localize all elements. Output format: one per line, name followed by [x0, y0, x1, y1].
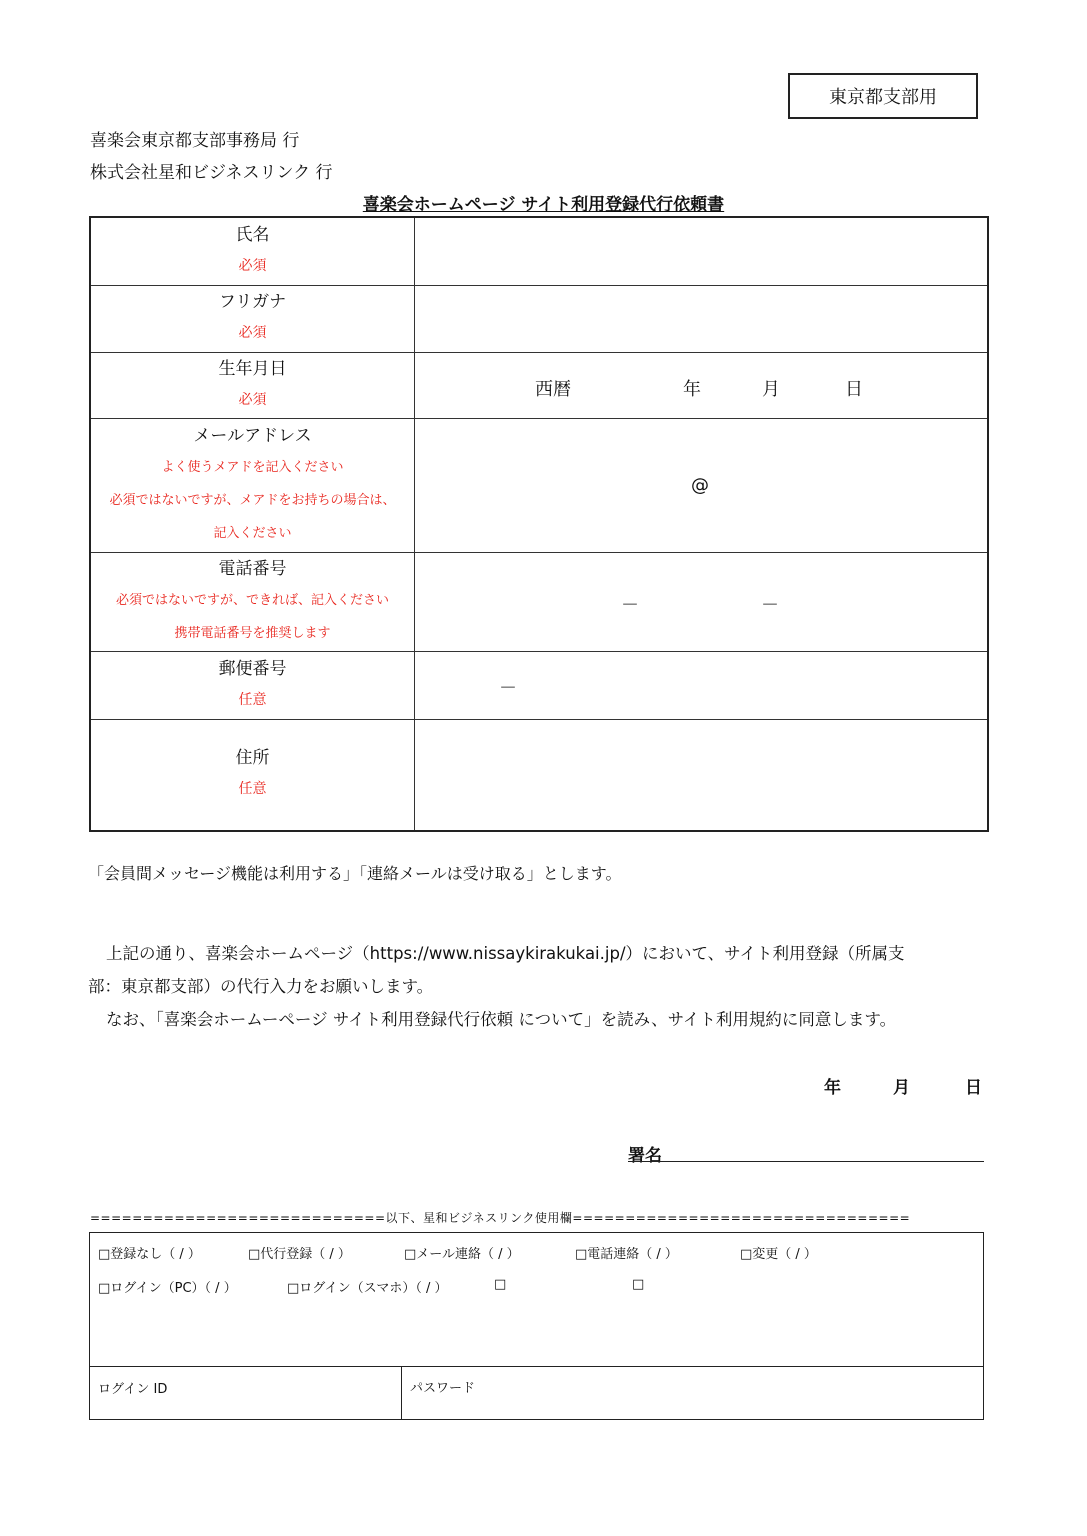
date-day-label: 日	[965, 1078, 982, 1098]
name-label-cell	[90, 217, 415, 285]
phone-dash-1: －	[621, 594, 639, 616]
postal-dash: －	[499, 677, 517, 699]
request-paragraph-2: 部：東京都支部）の代行入力をお願いします。	[88, 977, 434, 996]
birthdate-label: 生年月日	[218, 358, 287, 379]
birthdate-label-cell	[90, 352, 415, 418]
email-field[interactable]	[415, 418, 989, 552]
furigana-required-note: 必須	[238, 325, 267, 341]
phone-note-2: 携帯電話番号を推奨します	[174, 625, 331, 641]
row-furigana	[90, 285, 988, 352]
office-credentials-vertical-divider	[401, 1366, 402, 1420]
request-paragraph-1: 上記の通り、喜楽会ホームページ（https://www.nissaykirakukai.jp/）において、サイト利用登録（所属支	[106, 944, 905, 963]
row-email	[90, 418, 988, 552]
email-note-3: 記入ください	[213, 525, 292, 541]
postal-label: 郵便番号	[218, 658, 287, 679]
password-label: パスワード	[410, 1381, 476, 1396]
checkbox-login-smartphone[interactable]: □ログイン（スマホ）（ / ）	[287, 1281, 448, 1296]
address-label-cell	[90, 719, 415, 831]
login-id-label: ログイン ID	[98, 1382, 168, 1397]
addressee-line-1: 喜楽会東京都支部事務局 行	[90, 131, 300, 151]
phone-label-cell	[90, 552, 415, 651]
checkbox-blank-2[interactable]: □	[632, 1277, 645, 1292]
checkbox-no-registration[interactable]: □登録なし（ / ）	[98, 1247, 201, 1262]
name-field[interactable]	[415, 217, 989, 285]
email-label-cell	[90, 418, 415, 552]
email-note-1: よく使うメアドを記入ください	[161, 459, 344, 475]
row-phone	[90, 552, 988, 651]
address-optional-note: 任意	[238, 781, 267, 798]
row-postal	[90, 651, 988, 719]
row-name	[90, 217, 988, 285]
row-address	[90, 719, 988, 831]
phone-label: 電話番号	[218, 558, 287, 579]
checkbox-login-pc[interactable]: □ログイン（PC）（ / ）	[98, 1281, 237, 1296]
phone-note-1: 必須ではないですが、できれば、記入ください	[115, 592, 389, 608]
office-use-box	[89, 1232, 984, 1420]
postal-label-cell	[90, 651, 415, 719]
office-credentials-divider	[89, 1366, 984, 1367]
postal-optional-note: 任意	[238, 691, 267, 708]
registration-form-table	[89, 216, 989, 832]
birthdate-year: 年	[683, 378, 701, 400]
birthdate-month: 月	[762, 378, 780, 400]
phone-dash-2: －	[761, 594, 779, 616]
address-field[interactable]	[415, 719, 989, 831]
furigana-label: フリガナ	[218, 292, 287, 312]
checkbox-proxy-registration[interactable]: □代行登録（ / ）	[248, 1247, 351, 1262]
date-year-label: 年	[824, 1078, 841, 1098]
email-label: メールアドレス	[193, 425, 312, 446]
postal-field[interactable]	[415, 651, 989, 719]
request-paragraph-3: なお、「喜楽会ホームーページ サイト利用登録代行依頼 について」を読み、サイト利用規約に同意します。	[106, 1010, 897, 1029]
checkbox-blank-1[interactable]: □	[494, 1277, 507, 1292]
checkbox-phone-contact[interactable]: □電話連絡（ / ）	[575, 1247, 678, 1262]
phone-field[interactable]	[415, 552, 989, 651]
furigana-label-cell	[90, 285, 415, 352]
email-at-sign: @	[691, 474, 709, 496]
checkbox-change[interactable]: □変更（ / ）	[740, 1247, 817, 1262]
email-note-2: 必須ではないですが、メアドをお持ちの場合は、	[109, 492, 396, 508]
name-required-note: 必須	[238, 257, 267, 274]
office-use-separator: ============================以下、星和ビジネスリンク使用欄================================	[90, 1211, 911, 1225]
birthdate-day: 日	[845, 378, 863, 400]
birthdate-field[interactable]	[415, 352, 989, 418]
signature-line[interactable]	[628, 1161, 984, 1162]
name-label: 氏名	[235, 224, 270, 245]
checkbox-email-contact[interactable]: □メール連絡（ / ）	[404, 1247, 520, 1262]
furigana-field[interactable]	[415, 285, 989, 352]
document-title: 喜楽会ホームページ サイト利用登録代行依頼書	[362, 195, 725, 215]
branch-use-box: 東京都支部用	[788, 73, 978, 119]
message-setting-text: 「会員間メッセージ機能は利用する」「連絡メールは受け取る」とします。	[88, 864, 622, 883]
date-month-label: 月	[893, 1078, 910, 1098]
address-label: 住所	[235, 748, 270, 769]
addressee-line-2: 株式会社星和ビジネスリンク 行	[90, 163, 333, 183]
row-birthdate	[90, 352, 988, 418]
signature-label: 署名	[628, 1146, 662, 1166]
birthdate-required-note: 必須	[238, 391, 267, 408]
birthdate-era: 西暦	[535, 378, 571, 400]
